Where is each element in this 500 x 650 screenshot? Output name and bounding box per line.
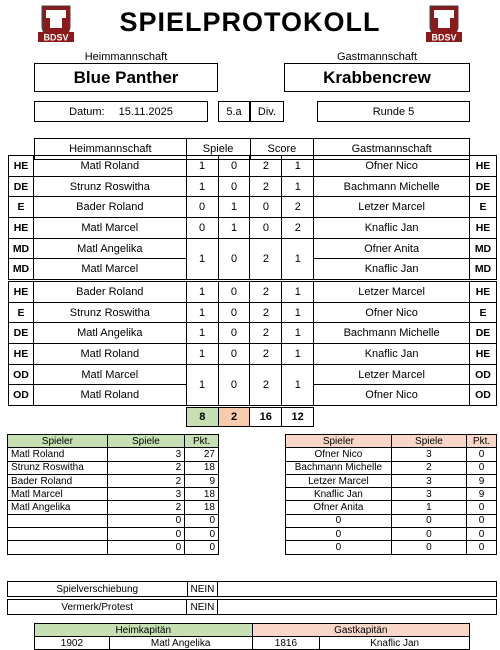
player-games: 0 (391, 528, 466, 541)
home-stats-header-player: Spieler (8, 435, 108, 448)
col-games: Spiele (186, 139, 250, 160)
table-row (286, 461, 497, 474)
guest-games: 0 (218, 156, 250, 177)
table-row (286, 448, 497, 461)
player-games: 3 (107, 448, 184, 461)
table-row (9, 344, 497, 365)
guest-captain-name: Knaflic Jan (320, 637, 470, 650)
home-score: 2 (250, 238, 282, 279)
guest-score: 1 (282, 302, 314, 323)
guest-player: Knaflic Jan (314, 344, 470, 365)
guest-score: 1 (282, 156, 314, 177)
home-player: Matl Roland (33, 344, 186, 365)
player-games: 0 (391, 541, 466, 554)
player-games: 2 (107, 501, 184, 514)
home-score: 2 (250, 302, 282, 323)
player-name: Matl Marcel (8, 488, 108, 501)
player-points: 0 (185, 514, 219, 527)
match-type: DE (469, 176, 496, 197)
protest-note (218, 600, 497, 615)
home-stats-header-games: Spiele (107, 435, 184, 448)
home-player: Matl Marcel (33, 218, 186, 239)
player-points: 9 (467, 488, 497, 501)
guest-stats-table (285, 434, 497, 555)
home-games: 0 (186, 218, 218, 239)
home-player: Matl Roland (33, 156, 186, 177)
home-score: 0 (250, 197, 282, 218)
table-row (9, 238, 497, 259)
guest-player: Ofner Nico (314, 302, 470, 323)
date-field (34, 101, 208, 122)
home-games: 1 (186, 364, 218, 405)
table-row (9, 302, 497, 323)
home-player: Strunz Roswitha (33, 302, 186, 323)
match-type: OD (9, 385, 34, 406)
total-home-score: 16 (250, 408, 282, 427)
table-row (286, 501, 497, 514)
player-games: 0 (107, 514, 184, 527)
round-value: Runde 5 (317, 101, 470, 122)
player-points: 18 (185, 461, 219, 474)
match-type: MD (9, 259, 34, 280)
match-type: HE (9, 156, 34, 177)
home-score: 2 (250, 364, 282, 405)
league-value: 5.a (218, 101, 250, 122)
postponement-note (218, 582, 497, 597)
bdsv-logo-left-icon (36, 2, 76, 44)
match-type: OD (469, 364, 496, 385)
player-name: Ofner Nico (286, 448, 392, 461)
player-points: 18 (185, 488, 219, 501)
match-type: MD (469, 259, 496, 280)
captains-table (34, 623, 470, 650)
guest-stats-header-points: Pkt. (467, 435, 497, 448)
home-stats-table (7, 434, 219, 555)
player-games: 3 (107, 488, 184, 501)
col-score: Score (250, 139, 314, 160)
guest-games: 0 (218, 176, 250, 197)
match-type: HE (469, 218, 496, 239)
guest-games: 0 (218, 282, 250, 303)
match-type: E (9, 197, 34, 218)
total-guest-games: 2 (218, 408, 250, 427)
player-games: 3 (391, 488, 466, 501)
match-type: HE (9, 218, 34, 239)
guest-score: 1 (282, 323, 314, 344)
home-player: Bader Roland (33, 197, 186, 218)
home-team-label: Heimmannschaft (84, 50, 168, 63)
player-points: 0 (467, 514, 497, 527)
match-type: DE (9, 323, 34, 344)
svg-text:BDSV: BDSV (431, 32, 457, 43)
home-games: 1 (186, 323, 218, 344)
match-type: HE (469, 156, 496, 177)
guest-games: 0 (218, 302, 250, 323)
player-points: 27 (185, 448, 219, 461)
table-row (8, 514, 219, 527)
guest-games: 1 (218, 197, 250, 218)
guest-player: Letzer Marcel (314, 364, 470, 385)
guest-player: Ofner Nico (314, 385, 470, 406)
player-points: 0 (185, 541, 219, 554)
guest-stats-header-player: Spieler (286, 435, 392, 448)
player-name (8, 514, 108, 527)
date-label: Datum: (69, 105, 105, 118)
player-points: 0 (467, 541, 497, 554)
home-score: 2 (250, 323, 282, 344)
player-name (8, 541, 108, 554)
player-name: Matl Roland (8, 448, 108, 461)
home-games: 1 (186, 156, 218, 177)
svg-text:BDSV: BDSV (43, 32, 69, 43)
match-table-block-2 (8, 281, 497, 406)
table-row (9, 218, 497, 239)
player-points: 0 (467, 528, 497, 541)
match-type: HE (469, 282, 496, 303)
player-name (8, 528, 108, 541)
match-type: E (469, 197, 496, 218)
home-games: 1 (186, 176, 218, 197)
home-games: 1 (186, 344, 218, 365)
guest-captain-id: 1816 (252, 637, 320, 650)
total-home-games: 8 (187, 408, 219, 427)
home-player: Matl Angelika (33, 323, 186, 344)
player-games: 3 (391, 448, 466, 461)
table-row (8, 488, 219, 501)
guest-player: Bachmann Michelle (314, 323, 470, 344)
player-name: Bachmann Michelle (286, 461, 392, 474)
col-guest: Gastmannschaft (314, 139, 470, 160)
player-name: Strunz Roswitha (8, 461, 108, 474)
match-type: OD (9, 364, 34, 385)
table-row (9, 176, 497, 197)
table-row (9, 197, 497, 218)
home-captain-label: Heimkapitän (35, 624, 253, 637)
home-team-name: Blue Panther (34, 63, 218, 92)
table-row (9, 156, 497, 177)
table-row (286, 541, 497, 554)
protest-label: Vermerk/Protest (8, 600, 187, 615)
player-points: 18 (185, 501, 219, 514)
player-points: 9 (467, 474, 497, 487)
player-points: 0 (467, 448, 497, 461)
match-type: DE (9, 176, 34, 197)
date-value: 15.11.2025 (118, 105, 173, 118)
home-games: 0 (186, 197, 218, 218)
player-name: Ofner Anita (286, 501, 392, 514)
home-captain-name: Matl Angelika (109, 637, 252, 650)
player-points: 0 (467, 501, 497, 514)
table-row (286, 514, 497, 527)
player-points: 9 (185, 474, 219, 487)
home-player: Strunz Roswitha (33, 176, 186, 197)
protest-row (7, 599, 497, 615)
page-title: SPIELPROTOKOLL (119, 6, 381, 37)
player-name: 0 (286, 514, 392, 527)
guest-score: 1 (282, 238, 314, 279)
home-player: Bader Roland (33, 282, 186, 303)
home-score: 2 (250, 282, 282, 303)
home-player: Matl Marcel (33, 364, 186, 385)
totals-row (186, 407, 314, 427)
match-type: DE (469, 323, 496, 344)
match-type: MD (9, 238, 34, 259)
table-row (8, 501, 219, 514)
postponement-label: Spielverschiebung (8, 582, 188, 597)
table-row (8, 461, 219, 474)
player-name: Bader Roland (8, 474, 108, 487)
guest-score: 1 (282, 344, 314, 365)
player-points: 0 (467, 461, 497, 474)
home-games: 1 (186, 302, 218, 323)
postponement-row (7, 581, 497, 597)
match-table-block-1 (8, 155, 497, 280)
guest-team-label: Gastmannschaft (336, 50, 418, 63)
guest-player: Knaflic Jan (314, 259, 470, 280)
home-player: Matl Marcel (33, 259, 186, 280)
postponement-value: NEIN (187, 582, 218, 597)
table-row (286, 474, 497, 487)
guest-games: 0 (218, 323, 250, 344)
match-type: OD (469, 385, 496, 406)
match-type: HE (9, 344, 34, 365)
match-type: HE (9, 282, 34, 303)
home-stats-header-points: Pkt. (185, 435, 219, 448)
guest-captain-label: Gastkapitän (252, 624, 470, 637)
bdsv-logo-right-icon (424, 2, 464, 44)
guest-score: 1 (282, 282, 314, 303)
table-row (8, 448, 219, 461)
guest-games: 0 (218, 364, 250, 405)
match-type: E (9, 302, 34, 323)
league-suffix: Div. (250, 101, 284, 122)
guest-score: 1 (282, 176, 314, 197)
guest-player: Ofner Nico (314, 156, 470, 177)
player-points: 0 (185, 528, 219, 541)
table-row (8, 474, 219, 487)
guest-player: Bachmann Michelle (314, 176, 470, 197)
home-games: 1 (186, 282, 218, 303)
table-row (286, 528, 497, 541)
guest-games: 0 (218, 344, 250, 365)
guest-player: Letzer Marcel (314, 197, 470, 218)
match-type: E (469, 302, 496, 323)
table-row (8, 528, 219, 541)
guest-player: Letzer Marcel (314, 282, 470, 303)
guest-player: Knaflic Jan (314, 218, 470, 239)
home-score: 2 (250, 176, 282, 197)
player-name: Matl Angelika (8, 501, 108, 514)
table-row (9, 364, 497, 385)
match-type: HE (469, 344, 496, 365)
guest-games: 0 (218, 238, 250, 279)
match-type: MD (469, 238, 496, 259)
total-guest-score: 12 (282, 408, 314, 427)
home-captain-id: 1902 (35, 637, 110, 650)
player-games: 0 (107, 528, 184, 541)
player-name: 0 (286, 528, 392, 541)
player-games: 1 (391, 501, 466, 514)
guest-score: 2 (282, 218, 314, 239)
table-row (8, 541, 219, 554)
home-player: Matl Angelika (33, 238, 186, 259)
home-score: 2 (250, 156, 282, 177)
player-games: 0 (107, 541, 184, 554)
guest-stats-header-games: Spiele (391, 435, 466, 448)
protest-value: NEIN (187, 600, 218, 615)
player-games: 2 (107, 461, 184, 474)
table-row (286, 488, 497, 501)
player-games: 0 (391, 514, 466, 527)
guest-games: 1 (218, 218, 250, 239)
player-games: 3 (391, 474, 466, 487)
guest-score: 2 (282, 197, 314, 218)
player-games: 2 (391, 461, 466, 474)
table-row (9, 323, 497, 344)
player-name: 0 (286, 541, 392, 554)
home-games: 1 (186, 238, 218, 279)
table-row (9, 282, 497, 303)
home-score: 0 (250, 218, 282, 239)
player-name: Letzer Marcel (286, 474, 392, 487)
home-score: 2 (250, 344, 282, 365)
player-name: Knaflic Jan (286, 488, 392, 501)
player-games: 2 (107, 474, 184, 487)
col-home: Heimmannschaft (35, 139, 187, 160)
guest-team-name: Krabbencrew (284, 63, 470, 92)
home-player: Matl Roland (33, 385, 186, 406)
guest-score: 1 (282, 364, 314, 405)
guest-player: Ofner Anita (314, 238, 470, 259)
